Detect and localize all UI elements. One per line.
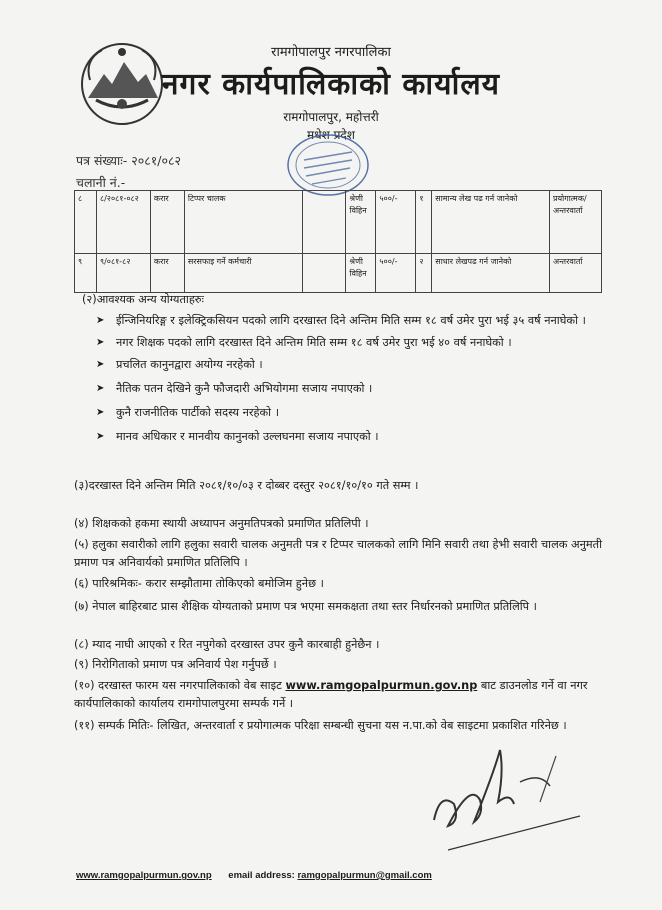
arrow-bullet-icon: ➤ [96, 407, 105, 418]
table-cell: सामान्य लेख पढ गर्न जानेको [432, 191, 550, 254]
arrow-bullet-icon: ➤ [96, 359, 105, 370]
section-heading: (२)आवश्यक अन्य योग्यताहरुः [82, 293, 204, 306]
table-row [75, 254, 602, 293]
list-item [96, 380, 596, 398]
clause-9: (९) निरोगिताको प्रमाण पत्र अनिवार्य पेश गर्नुपर्छे । [74, 658, 277, 671]
list-item-text: मानव अधिकार र मानवीय कानुनको उल्लघनमा सजाय नपाएको । [116, 430, 379, 443]
requirements-list [96, 312, 596, 452]
table-cell: साधार लेखपढ गर्न जानेको [432, 254, 550, 293]
signature-stamp [420, 742, 590, 862]
dispatch-number: चलानी नं.- [76, 175, 126, 190]
footer-email-link[interactable]: ramgopalpurmun@gmail.com [297, 870, 432, 881]
office-name: नगर कार्यपालिकाको कार्यालय [161, 67, 501, 102]
clause-5: (५) हलुका सवारीको लागि हलुका सवारी चालक अनुमती पत्र र टिप्पर चालकको लागि मिनि सवारी तथा हेभी सवारी चालक अनुमती प्रमाण पत्र अनिवार्यको प्रमाणित प्रतिलिपि । [74, 538, 603, 569]
list-item [96, 404, 596, 422]
table-cell: ८/२०८१-०८२ [96, 191, 150, 254]
arrow-bullet-icon: ➤ [96, 431, 105, 442]
arrow-bullet-icon: ➤ [96, 337, 105, 348]
table-cell [302, 191, 346, 254]
table-row [75, 191, 602, 254]
website-link[interactable]: www.ramgopalpurmun.gov.np [285, 679, 478, 692]
list-item-text: कुनै राजनीतिक पार्टीको सदस्य नरहेको । [116, 406, 279, 419]
table-cell: टिप्पर चालक [184, 191, 302, 254]
table-cell: १ [416, 191, 432, 254]
list-item-text: नगर शिक्षक पदको लागि दरखास्त दिने अन्तिम मिति सम्म १८ वर्ष उमेर पुरा भई ४० वर्ष ननाघेको । [116, 336, 512, 349]
clause-11: (११) सम्पर्क मितिः- लिखित, अन्तरवार्ता र प्रयोगात्मक परिक्षा सम्बन्धी सुचना यस न.पा.को वेब साइटमा प्रकाशित गरिनेछ । [74, 719, 567, 732]
table-cell: करार [150, 254, 184, 293]
posts-table [74, 190, 602, 293]
list-item-text: प्रचलित कानुनद्वारा अयोग्य नरहेको । [116, 358, 263, 371]
list-item [96, 312, 596, 330]
table-cell: ९/०८१-८२ [96, 254, 150, 293]
clause-8: (८) म्याद नाघी आएको र रित नपुगेको दरखास्त उपर कुनै कारबाही हुनेछैन । [74, 638, 380, 651]
table-cell: करार [150, 191, 184, 254]
list-item [96, 356, 596, 374]
clause-4: (४) शिक्षकको हकमा स्थायी अध्यापन अनुमतिपत्रको प्रमाणित प्रतिलिपी । [74, 517, 369, 530]
clause-7: (७) नेपाल बाहिरबाट प्रास शैक्षिक योग्यताको प्रमाण पत्र भएमा समकक्षता तथा स्तर निर्धारनको प्रमाणित प्रतिलिपि । [74, 600, 537, 613]
arrow-bullet-icon: ➤ [96, 315, 105, 326]
list-item-text: ईन्जिनियरिङ्ग र इलेक्ट्रिकसियन पदको लागि दरखास्त दिने अन्तिम मिति सम्म १८ वर्ष उमेर पुरा भई ३५ वर्ष ननाघेको । [116, 314, 586, 327]
table-cell: प्रयोगात्मक/अन्तरवार्ता [549, 191, 601, 254]
list-item-text: नैतिक पतन देखिने कुनै फौजदारी अभियोगमा सजाय नपाएको । [116, 382, 373, 395]
clause-10 [74, 677, 604, 713]
list-item [96, 428, 596, 446]
table-cell: २ [416, 254, 432, 293]
clause-10-text-end: बाट डाउनलोड गर्ने वा नगर कार्यपालिकाको कार्यालय रामगोपालपुरमा सम्पर्क गर्ने । [74, 679, 588, 710]
list-item [96, 334, 596, 352]
address-line-1: रामगोपालपुर, महोत्तरी [283, 110, 379, 124]
letter-number: पत्र संख्याः- २०८१/०८२ [76, 153, 181, 168]
footer-website-link[interactable]: www.ramgopalpurmun.gov.np [76, 870, 212, 881]
clause-3: (३)दरखास्त दिने अन्तिम मिति २०८१/१०/०३ र दोब्बर दस्तुर २०८१/१०/१० गते सम्म । [74, 479, 419, 492]
table-cell: ९ [75, 254, 97, 293]
table-cell: सरसफाइ गर्ने कर्मचारी [184, 254, 302, 293]
org-name: रामगोपालपुर नगरपालिका [271, 45, 391, 60]
footer [76, 870, 432, 881]
table-cell: ५००/- [376, 191, 416, 254]
table-cell: अन्तरवार्ता [549, 254, 601, 293]
table-cell: ८ [75, 191, 97, 254]
address-line-2: मधेश प्रदेश [307, 128, 355, 142]
table-cell: श्रेणी विहिन [346, 254, 376, 293]
table-cell [302, 254, 346, 293]
footer-email-label: email address: [228, 870, 295, 881]
table-cell: ५००/- [376, 254, 416, 293]
arrow-bullet-icon: ➤ [96, 383, 105, 394]
clause-10-text: (१०) दरखास्त फारम यस नगरपालिकाको वेब साइट [74, 679, 282, 692]
clause-6: (६) पारिश्रमिकः- करार सम्झौतामा तोकिएको बमोजिम हुनेछ । [74, 577, 324, 590]
table-cell: श्रेणी विहिन [346, 191, 376, 254]
